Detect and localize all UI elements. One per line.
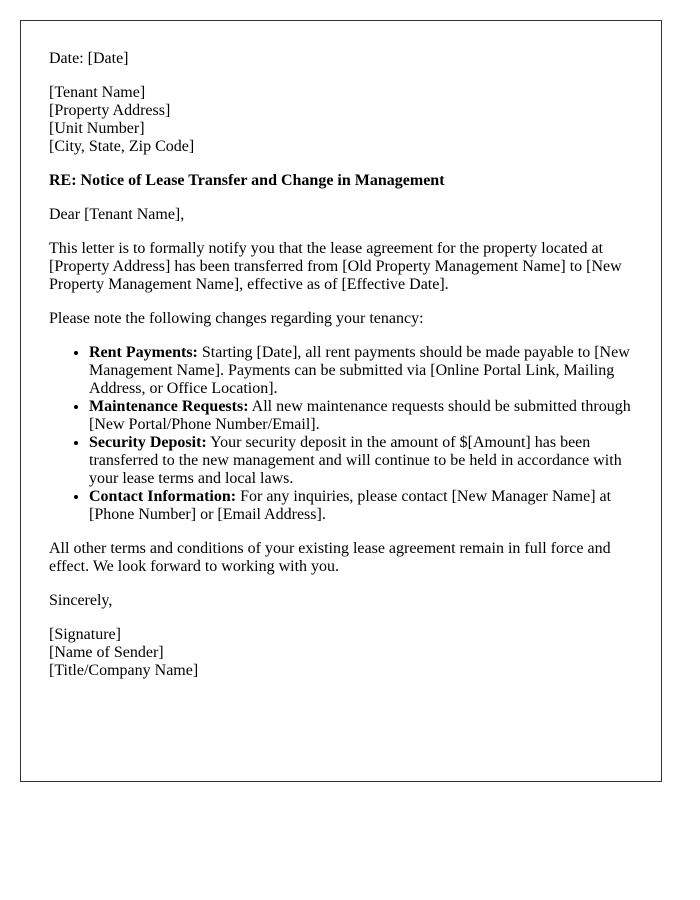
sign-off: Sincerely, (49, 592, 113, 609)
signature-block (49, 626, 633, 680)
list-item-maintenance-requests (89, 398, 633, 434)
list-item-rent-payments (89, 344, 633, 398)
list-item-security-deposit (89, 434, 633, 488)
changes-intro: Please note the following changes regarding your tenancy: (49, 310, 424, 327)
intro-paragraph: This letter is to formally notify you that the lease agreement for the property located at [Property Address] has been transferred from [Old Property Management Name] to [New Property Management Name], effective as of [Effective Date]. (49, 240, 622, 293)
closing-paragraph: All other terms and conditions of your existing lease agreement remain in full force and effect. We look forward to working with you. (49, 540, 611, 575)
sender-title-company: [Title/Company Name] (49, 662, 199, 679)
subject-line: RE: Notice of Lease Transfer and Change in Management (49, 172, 445, 189)
list-item-text: For any inquiries, please contact [New Manager Name] at [Phone Number] or [Email Address]. (89, 488, 612, 523)
list-item-label: Contact Information: (89, 488, 237, 505)
list-item-text: Starting [Date], all rent payments should be made payable to [New Management Name]. Payments can be submitted via [Online Portal Link, Mailing Address, or Office Location]. (89, 344, 630, 397)
letter-container (20, 20, 662, 782)
list-item-text: All new maintenance requests should be submitted through [New Portal/Phone Number/Email]. (89, 398, 631, 433)
recipient-property-address: [Property Address] (49, 102, 171, 119)
list-item-text: Your security deposit in the amount of $[Amount] has been transferred to the new management and will continue to be held in accordance with your lease terms and local laws. (89, 434, 622, 487)
signature-line: [Signature] (49, 626, 121, 643)
list-item-label: Rent Payments: (89, 344, 198, 361)
recipient-address (49, 84, 633, 156)
list-item-contact-information (89, 488, 633, 524)
recipient-unit-number: [Unit Number] (49, 120, 145, 137)
recipient-name: [Tenant Name] (49, 84, 146, 101)
recipient-city-state-zip: [City, State, Zip Code] (49, 138, 195, 155)
sender-name: [Name of Sender] (49, 644, 164, 661)
list-item-label: Maintenance Requests: (89, 398, 249, 415)
changes-list (49, 344, 633, 524)
list-item-label: Security Deposit: (89, 434, 207, 451)
salutation: Dear [Tenant Name], (49, 206, 185, 223)
date-line: Date: [Date] (49, 50, 129, 67)
